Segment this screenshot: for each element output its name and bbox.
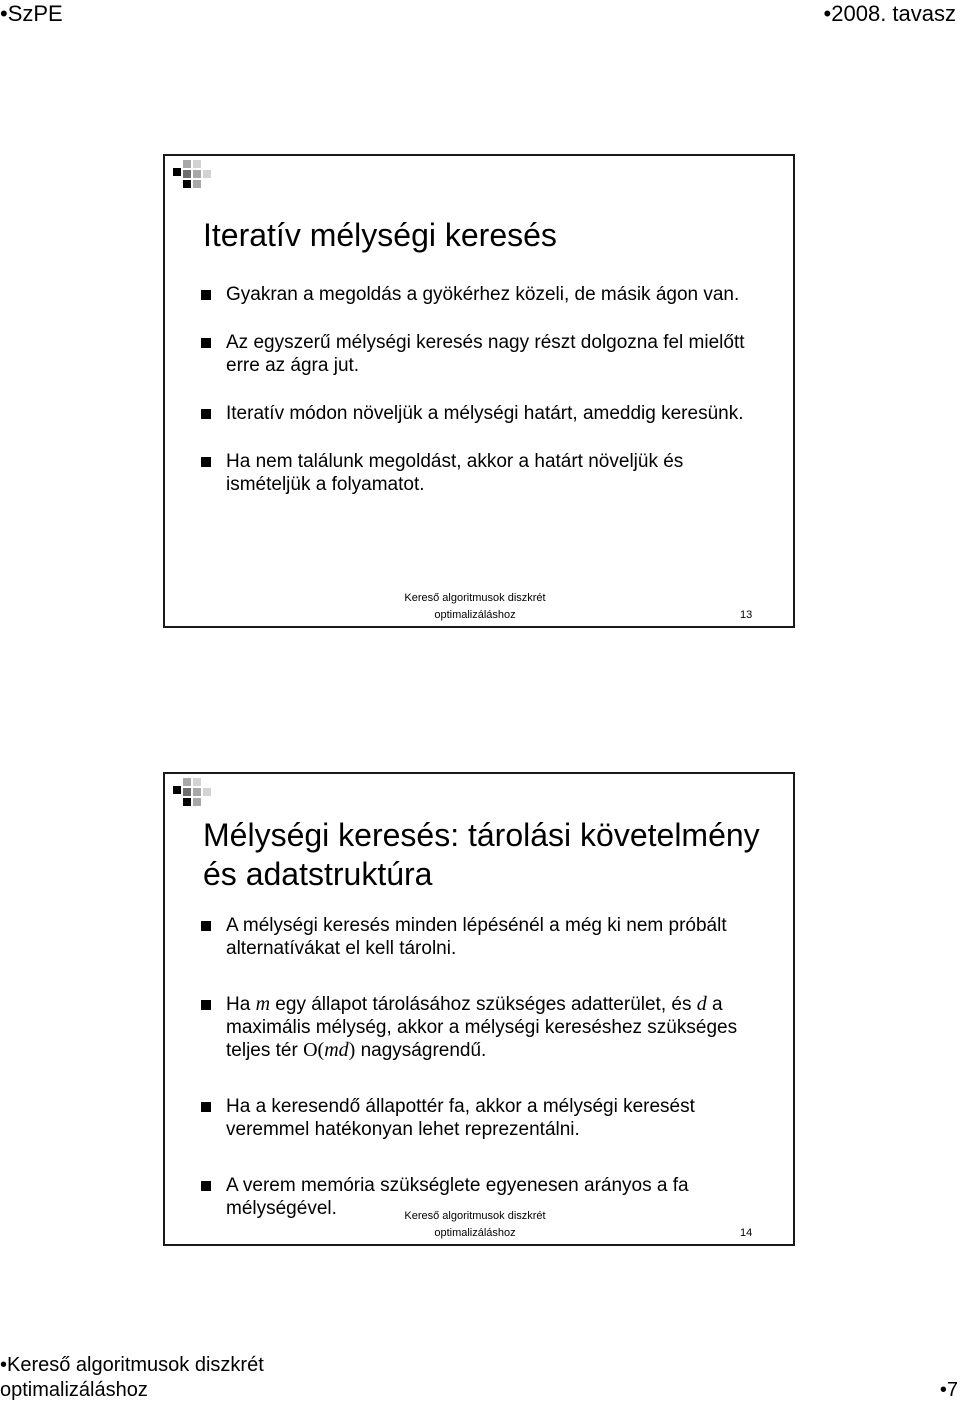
slide-title: Iteratív mélységi keresés [203,217,557,253]
slide-13 [163,154,795,628]
slide-page-number: 14 [740,1227,753,1239]
list-item: Ha a keresendő állapottér fa, akkor a mélységi keresést veremmel hatékonyan lehet reprezentálni. [201,1095,771,1141]
header-semester: •2008. tavasz [823,1,956,26]
square-bullet-icon [201,1181,211,1191]
slide-page-number: 13 [740,609,753,621]
bullet-list [201,283,771,521]
square-bullet-icon [201,1102,211,1112]
big-o-open: O( [303,1039,325,1061]
page-header [0,0,960,30]
page-footer-title: •Kereső algoritmusok diszkrét optimalizáláshoz [0,1354,264,1401]
variable-m: m [255,993,271,1015]
slide-footer [395,1208,555,1242]
variable-d: d [696,993,707,1015]
page-footer-number: •7 [939,1379,958,1401]
list-item: A verem memória szükséglete egyenesen arányos a fa mélységével. [201,1174,771,1220]
slide-footer-line: Kereső algoritmusok diszkrét [404,592,546,604]
variable-md: md [324,1039,349,1061]
square-bullet-icon [201,457,211,467]
slide-footer-line: optimalizáláshoz [434,1227,516,1239]
slide-logo-icon [171,158,215,192]
square-bullet-icon [201,921,211,931]
list-item: Iteratív módon növeljük a mélységi határt, ameddig keresünk. [201,402,771,425]
slide-footer-line: optimalizáláshoz [434,609,516,621]
slide-14 [163,772,795,1246]
list-item: Ha nem találunk megoldást, akkor a határt növeljük és ismételjük a folyamatot. [201,450,771,496]
square-bullet-icon [201,338,211,348]
slide-title: Mélységi keresés: tárolási követelmény és adatstruktúra [203,817,760,892]
header-course: •SzPE [0,1,63,26]
bullet-list [201,914,771,1253]
slide-footer-line: Kereső algoritmusok diszkrét [404,1210,546,1222]
square-bullet-icon [201,1000,211,1010]
list-item: Az egyszerű mélységi keresés nagy részt dolgozna fel mielőtt erre az ágra jut. [201,331,771,377]
list-item: A mélységi keresés minden lépésénél a még ki nem próbált alternatívákat el kell tárolni. [201,914,771,960]
slide-footer [395,590,555,624]
page-footer [0,1353,960,1403]
square-bullet-icon [201,290,211,300]
big-o-close: ) [348,1039,356,1061]
square-bullet-icon [201,409,211,419]
list-item: Gyakran a megoldás a gyökérhez közeli, de másik ágon van. [201,283,771,306]
slide-logo-icon [171,776,215,810]
list-item: Ha m egy állapot tárolásához szükséges adatterület, és d a maximális mélység, akkor a mélységi kereséshez szükséges teljes tér O(md) nagyságrendű. [201,993,771,1062]
